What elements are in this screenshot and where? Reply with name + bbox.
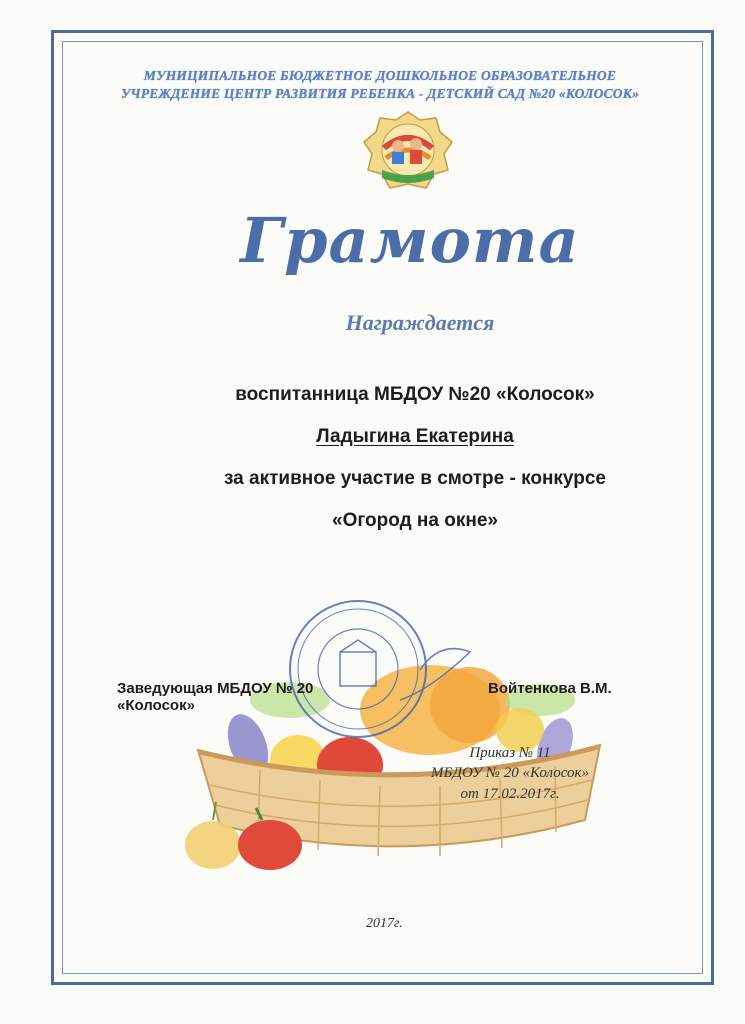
body-line-participation: за активное участие в смотре - конкурсе: [223, 468, 606, 489]
body-line-pupil: воспитанница МБДОУ №20 «Колосок»: [235, 384, 595, 405]
signature-role-line1: Заведующая МБДОУ № 20: [117, 680, 314, 697]
signature-role-line2: «Колосок»: [117, 697, 195, 714]
order-org: МБДОУ № 20 «Колосок»: [430, 765, 590, 781]
recipient-name-text: Ладыгина Екатерина: [316, 426, 514, 447]
signature-name: Войтенкова В.М.: [488, 680, 612, 697]
order-number: Приказ № 11: [469, 745, 551, 761]
certificate-title: Грамота: [240, 204, 580, 277]
award-subtitle: Награждается: [345, 310, 495, 335]
order-date: от 17.02.2017г.: [460, 786, 560, 802]
org-name-line2: УЧРЕЖДЕНИЕ ЦЕНТР РАЗВИТИЯ РЕБЕНКА - ДЕТСКИЙ САД №20 «КОЛОСОК»: [120, 86, 640, 101]
org-name-line1: МУНИЦИПАЛЬНОЕ БЮДЖЕТНОЕ ДОШКОЛЬНОЕ ОБРАЗОВАТЕЛЬНОЕ: [143, 68, 617, 83]
certificate-year: 2017г.: [366, 916, 403, 931]
contest-name: «Огород на окне»: [332, 510, 498, 531]
